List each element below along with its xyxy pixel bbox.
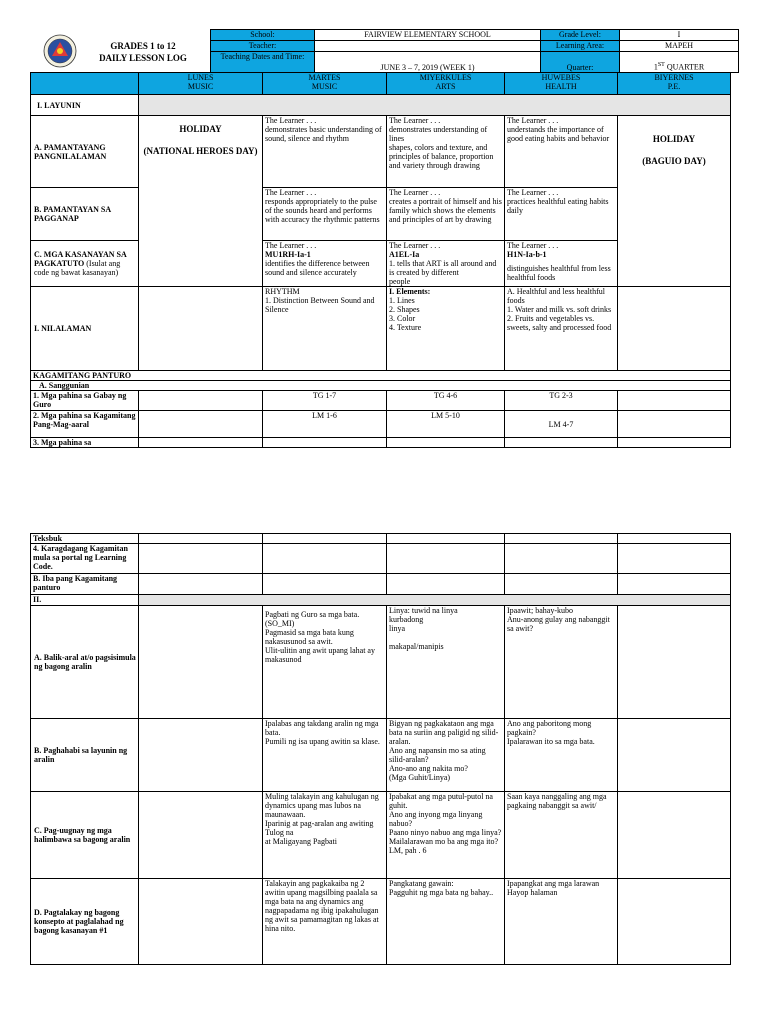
empty-cell xyxy=(618,719,731,792)
pagtalakay-label: D. Pagtalakay ng bagong konsepto at paglalahad ng bagong kasanayan #1 xyxy=(31,879,139,965)
c-intro: The Learner . . . xyxy=(389,241,441,250)
c-code: MU1RH-Ia-1 xyxy=(265,250,311,259)
empty-cell xyxy=(505,438,618,448)
kag-lunes xyxy=(139,411,263,438)
holiday-biyernes: HOLIDAY (BAGUIO DAY) xyxy=(618,116,731,287)
empty-cell xyxy=(618,544,731,574)
empty-cell xyxy=(139,792,263,879)
kag-martes: LM 1-6 xyxy=(263,411,387,438)
day-header-martes xyxy=(263,73,387,95)
gabay-biyernes xyxy=(618,391,731,411)
c-miyerkules xyxy=(387,241,505,287)
day-subject: ARTS xyxy=(435,82,456,91)
c-intro: The Learner . . . xyxy=(265,241,317,250)
area-value: MAPEH xyxy=(620,41,739,52)
deped-seal-icon xyxy=(43,34,77,68)
c-huwebes xyxy=(505,241,618,287)
paghahabi-label: B. Paghahabi sa layunin ng aralin xyxy=(31,719,139,792)
day-name: BIYERNES xyxy=(654,73,694,82)
school-label: School: xyxy=(211,30,315,41)
gabay-lunes xyxy=(139,391,263,411)
empty-cell xyxy=(263,544,387,574)
c-text: identifies the difference between sound and silence accurately xyxy=(265,259,370,277)
empty-cell xyxy=(618,574,731,595)
lesson-log-table-page1 xyxy=(30,72,731,448)
balik-aral-label: A. Balik-aral at/o pagsisimula ng bagong aralin xyxy=(31,606,139,719)
empty-cell xyxy=(139,534,263,544)
gabay-huwebes: TG 2-3 xyxy=(505,391,618,411)
day-name: MARTES xyxy=(308,73,341,82)
empty-cell xyxy=(263,534,387,544)
dates-value: JUNE 3 – 7, 2019 (WEEK 1) xyxy=(315,52,541,73)
dates-label: Teaching Dates and Time: xyxy=(211,52,315,73)
quarter-text: QUARTER xyxy=(664,63,705,72)
pagtalakay-martes: Talakayin ang pagkakaiba ng 2 awitin upang magsilbing paalala sa mga bata na ang dynamics ang nagpapadama ng ibig ipakahulugan ng awit sa pamamagitan ng lakas at hina nito. xyxy=(263,879,387,965)
kasanayan-label-bold: C. MGA KASANAYAN SA PAGKATUTO xyxy=(34,250,127,268)
n-martes: RHYTHM 1. Distinction Between Sound and Silence xyxy=(263,287,387,371)
c-code: A1EL-Ia xyxy=(389,250,420,259)
day-name: MIYERKULES xyxy=(419,73,472,82)
empty-cell xyxy=(139,719,263,792)
n-list: 1. Lines 2. Shapes 3. Color 4. Texture xyxy=(389,296,422,332)
karagdagang-label: 4. Karagdagang Kagamitan mula sa portal ng Learning Code. xyxy=(31,544,139,574)
c-text: distinguishes healthful from less healthful foods xyxy=(507,264,611,282)
empty-cell xyxy=(263,438,387,448)
empty-cell xyxy=(505,544,618,574)
balik-huwebes: Ipaawit; bahay-kubo Anu-anong gulay ang nabanggit sa awit? xyxy=(505,606,618,719)
quarter-value xyxy=(620,52,739,73)
title-line-1: GRADES 1 to 12 xyxy=(110,41,176,51)
grade-value: I xyxy=(620,30,739,41)
nilalaman-label: I. NILALAMAN xyxy=(31,287,139,371)
empty-cell xyxy=(387,534,505,544)
day-name: HUWEBES xyxy=(541,73,581,82)
c-intro: The Learner . . . xyxy=(507,241,559,250)
teksbuk-label: Teksbuk xyxy=(31,534,139,544)
holiday-lunes: HOLIDAY (NATIONAL HEROES DAY) xyxy=(139,116,263,287)
sanggunian: A. Sanggunian xyxy=(31,381,731,391)
kag-huwebes: LM 4-7 xyxy=(505,411,618,438)
gabay-label: 1. Mga pahina sa Gabay ng Guro xyxy=(31,391,139,411)
empty-cell xyxy=(387,544,505,574)
kag-biyernes xyxy=(618,411,731,438)
day-subject: MUSIC xyxy=(187,82,214,91)
balik-miyerkules: Linya: tuwid na linya kurbadong linya makapal/manipis xyxy=(387,606,505,719)
empty-cell xyxy=(618,879,731,965)
day-subject: P.E. xyxy=(667,82,681,91)
balik-martes: Pagbati ng Guro sa mga bata. (SO_MI) Pagmasid sa mga bata kung nakasusunod sa awit. Ulit-ulitin ang awit upang lahat ay makasunod xyxy=(263,606,387,719)
paghahabi-martes: Ipalabas ang takdang aralin ng mga bata. Pumili ng isa upang awitin sa klase. xyxy=(263,719,387,792)
c-code: H1N-Ia-b-1 xyxy=(507,250,547,259)
empty-cell xyxy=(618,606,731,719)
empty-cell xyxy=(505,574,618,595)
a-huwebes: The Learner . . . understands the importance of good eating habits and behavior xyxy=(505,116,618,188)
day-header-huwebes xyxy=(505,73,618,95)
section-ii: II. xyxy=(31,595,139,606)
pagtalakay-miyerkules: Pangkatang gawain: Pagguhit ng mga bata ng bahay.. xyxy=(387,879,505,965)
empty-cell xyxy=(618,438,731,448)
quarter-sup: ST xyxy=(657,62,665,69)
b-huwebes: The Learner . . . practices healthful eating habits daily xyxy=(505,188,618,241)
c-martes xyxy=(263,241,387,287)
title-line-2: DAILY LESSON LOG xyxy=(99,53,187,63)
b-martes: The Learner . . . responds appropriately to the pulse of the sounds heard and performs with accuracy the rhythmic patterns xyxy=(263,188,387,241)
quarter-label: Quarter: xyxy=(541,52,620,73)
document-title xyxy=(82,40,204,64)
header-info-table xyxy=(210,29,739,73)
empty-cell xyxy=(505,534,618,544)
pag-uugnay-huwebes: Saan kaya nanggaling ang mga pagkaing nabanggit sa awit/ xyxy=(505,792,618,879)
empty-cell xyxy=(139,879,263,965)
n-huwebes: A. Healthful and less healthful foods 1. Water and milk vs. soft drinks 2. Fruits and vegetables vs. sweets, salty and processed food xyxy=(505,287,618,371)
n-lunes xyxy=(139,287,263,371)
c-text: 1. tells that ART is all around and is created by different people xyxy=(389,259,497,286)
b-miyerkules: The Learner . . . creates a portrait of himself and his family which shows the elements and principles of art by drawing xyxy=(387,188,505,241)
kasanayan-label xyxy=(31,241,139,287)
day-name: LUNES xyxy=(187,73,214,82)
teacher-value xyxy=(315,41,541,52)
corner-cell xyxy=(31,73,139,95)
teksbuk-label-top: 3. Mga pahina sa xyxy=(31,438,139,448)
empty-cell xyxy=(387,574,505,595)
pagtalakay-huwebes: Ipapangkat ang mga larawan Hayop halaman xyxy=(505,879,618,965)
quarter-num: 1 xyxy=(653,63,658,72)
day-subject: HEALTH xyxy=(545,82,577,91)
school-value: FAIRVIEW ELEMENTARY SCHOOL xyxy=(315,30,541,41)
empty-cell xyxy=(618,792,731,879)
layunin-band xyxy=(139,95,731,116)
paghahabi-miyerkules: Bigyan ng pagkakataon ang mga bata na suriin ang paligid ng silid-aralan. Ano ang napansin mo sa ating silid-aralan? Ano-ano ang nakita mo? (Mga Guhit/Linya) xyxy=(387,719,505,792)
grade-label: Grade Level: xyxy=(541,30,620,41)
layunin-label: I. LAYUNIN xyxy=(31,95,139,116)
gabay-martes: TG 1-7 xyxy=(263,391,387,411)
pag-uugnay-label: C. Pag-uugnay ng mga halimbawa sa bagong aralin xyxy=(31,792,139,879)
a-miyerkules: The Learner . . . demonstrates understanding of lines shapes, colors and texture, and principles of balance, proportion and variety through drawing xyxy=(387,116,505,188)
empty-cell xyxy=(618,534,731,544)
lesson-log-table-page2 xyxy=(30,533,731,965)
iba-pang-label: B. Iba pang Kagamitang panturo xyxy=(31,574,139,595)
n-miyerkules xyxy=(387,287,505,371)
pag-uugnay-miyerkules: Ipabakat ang mga putul-putol na guhit. Ano ang inyong mga linyang nabuo? Paano ninyo nabuo ang mga linya? Mailalarawan mo ba ang mga ito? LM, pah . 6 xyxy=(387,792,505,879)
empty-cell xyxy=(139,574,263,595)
empty-cell xyxy=(139,544,263,574)
day-header-lunes xyxy=(139,73,263,95)
a-martes: The Learner . . . demonstrates basic understanding of sound, silence and rhythm xyxy=(263,116,387,188)
n-biyernes xyxy=(618,287,731,371)
n-head: I. Elements: xyxy=(389,287,431,296)
empty-cell xyxy=(263,574,387,595)
empty-cell xyxy=(139,438,263,448)
empty-cell xyxy=(387,438,505,448)
paghahabi-huwebes: Ano ang paboritong mong pagkain? Ipalarawan ito sa mga bata. xyxy=(505,719,618,792)
kagamitang-panturo: KAGAMITANG PANTURO xyxy=(31,371,731,381)
day-header-biyernes xyxy=(618,73,731,95)
area-label: Learning Area: xyxy=(541,41,620,52)
kagamitang-label: 2. Mga pahina sa Kagamitang Pang-Mag-aaral xyxy=(31,411,139,438)
day-subject: MUSIC xyxy=(311,82,338,91)
pag-uugnay-martes: Muling talakayin ang kahulugan ng dynamics upang mas lubos na maunawaan. Iparinig at pag-aralan ang awiting Tulog na at Maligayang Pagbati xyxy=(263,792,387,879)
kag-miyerkules: LM 5-10 xyxy=(387,411,505,438)
empty-cell xyxy=(139,606,263,719)
section-ii-band xyxy=(139,595,731,606)
gabay-miyerkules: TG 4-6 xyxy=(387,391,505,411)
kasanayan-label-note: (Isulat ang code ng bawat kasanayan) xyxy=(34,259,121,277)
day-header-miyerkules xyxy=(387,73,505,95)
pamantayang-pangnilalaman-label: A. PAMANTAYANG PANGNILALAMAN xyxy=(31,116,139,188)
pamantayan-sa-pagganap-label: B. PAMANTAYAN SA PAGGANAP xyxy=(31,188,139,241)
teacher-label: Teacher: xyxy=(211,41,315,52)
